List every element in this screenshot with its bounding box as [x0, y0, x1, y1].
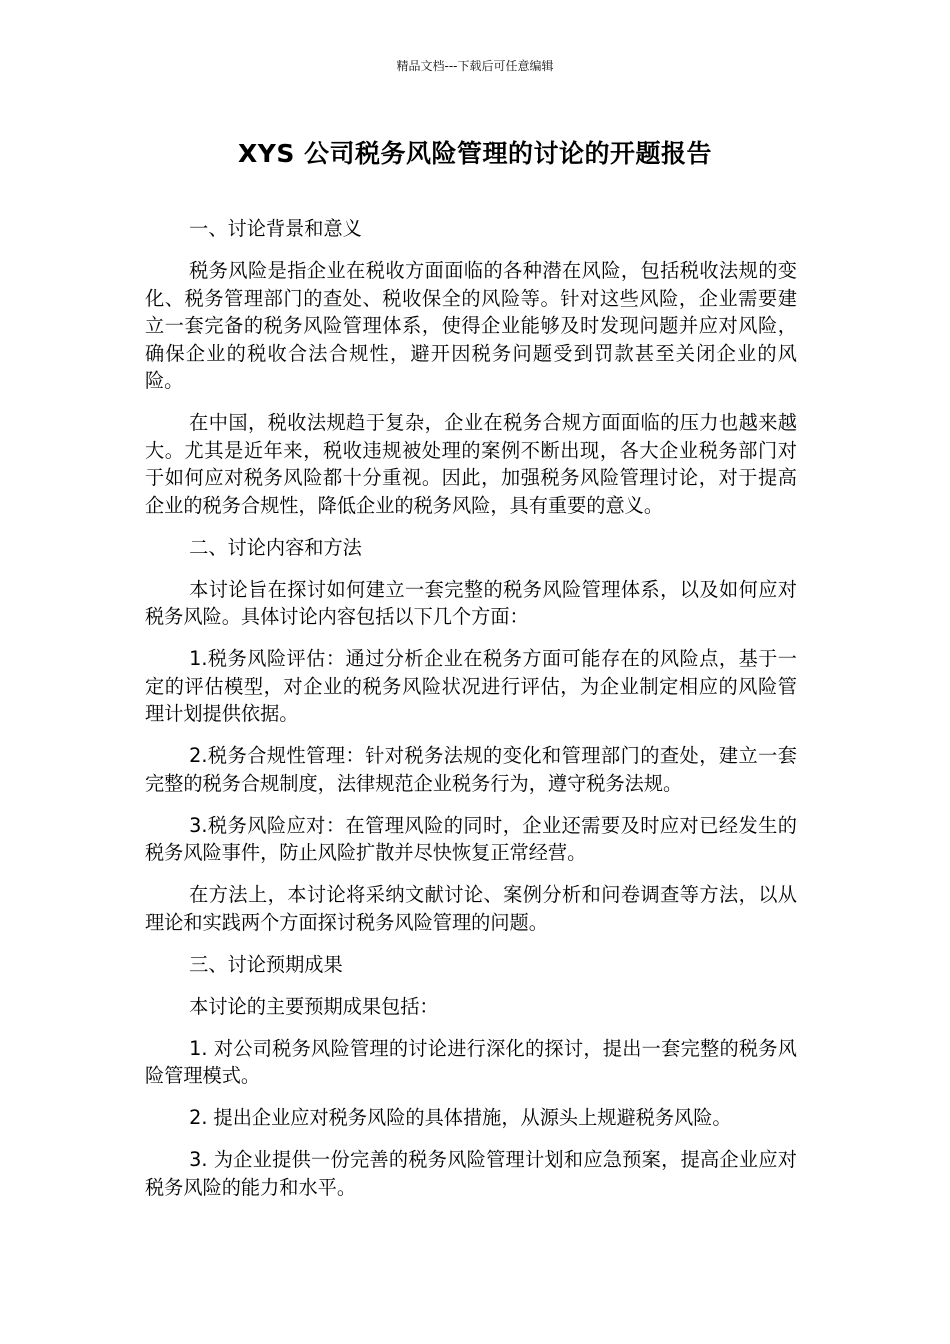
section-heading-background: 一、讨论背景和意义 — [189, 217, 362, 240]
body-paragraph: 本讨论的主要预期成果包括： — [189, 994, 439, 1018]
section-heading-expected-results: 三、讨论预期成果 — [189, 952, 343, 976]
list-item-risk-response: 3.税务风险应对：在管理风险的同时，企业还需要及时应对已经发生的税务风险事件，防止风险扩散并尽快恢复正常经营。 — [145, 813, 797, 864]
list-item-compliance-management: 2.税务合规性管理：针对税务法规的变化和管理部门的查处，建立一套完整的税务合规制度，法律规范企业税务行为，遵守税务法规。 — [145, 744, 797, 795]
body-paragraph: 本讨论旨在探讨如何建立一套完整的税务风险管理体系，以及如何应对税务风险。具体讨论内容包括以下几个方面： — [145, 577, 797, 628]
list-item-risk-assessment: 1.税务风险评估：通过分析企业在税务方面可能存在的风险点，基于一定的评估模型，对企业的税务风险状况进行评估，为企业制定相应的风险管理计划提供依据。 — [145, 647, 797, 725]
list-item-result-2: 2. 提出企业应对税务风险的具体措施，从源头上规避税务风险。 — [189, 1106, 732, 1129]
list-item-result-1: 1. 对公司税务风险管理的讨论进行深化的探讨，提出一套完整的税务风险管理模式。 — [145, 1036, 797, 1087]
body-paragraph: 税务风险是指企业在税收方面面临的各种潜在风险，包括税收法规的变化、税务管理部门的查处、税收保全的风险等。针对这些风险，企业需要建立一套完备的税务风险管理体系，使得企业能够及时发现问题并应对风险，确保企业的税收合法合规性，避开因税务问题受到罚款甚至关闭企业的风险。 — [145, 259, 797, 392]
page-header-note: 精品文档---下载后可任意编辑 — [396, 59, 554, 73]
document-body — [145, 215, 797, 1216]
document-title: XYS 公司税务风险管理的讨论的开题报告 — [237, 139, 713, 168]
list-item-result-3: 3. 为企业提供一份完善的税务风险管理计划和应急预案，提高企业应对税务风险的能力和水平。 — [145, 1148, 797, 1199]
body-paragraph: 在方法上，本讨论将采纳文献讨论、案例分析和问卷调查等方法，以从理论和实践两个方面探讨税务风险管理的问题。 — [145, 883, 797, 934]
section-heading-content-methods: 二、讨论内容和方法 — [189, 535, 362, 559]
body-paragraph: 在中国，税收法规趋于复杂，企业在税务合规方面面临的压力也越来越大。尤其是近年来，税收违规被处理的案例不断出现，各大企业税务部门对于如何应对税务风险都十分重视。因此，加强税务风险管理讨论，对于提高企业的税务合规性，降低企业的税务风险，具有重要的意义。 — [145, 411, 797, 517]
